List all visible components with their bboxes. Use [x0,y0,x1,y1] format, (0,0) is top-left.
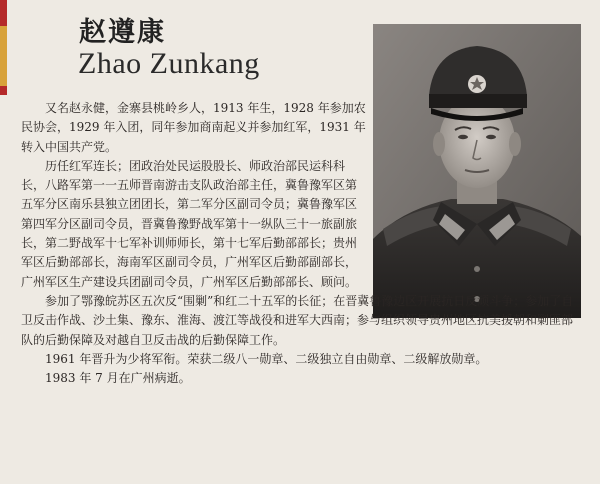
bio-paragraph-campaigns: 参加了鄂豫皖苏区五次反“围剿”和红二十五军的长征；在晋冀鲁豫边区开展抗日反顽斗争；参加了自卫反击作战、沙土集、豫东、淮海、渡江等战役和进军大西南；参与组织领导贵州地区抗美援朝和剿匪部队的后勤保障及对越自卫反击战的后勤保障工作。 [21,293,574,347]
decorative-accent-bar [0,0,7,95]
name-english: Zhao Zunkang [78,47,260,80]
bio-paragraph-positions: 历任红军连长；团政治处民运股股长、师政治部民运科科长，八路军第一一五师晋南游击支队政治部主任，冀鲁豫军区第五军分区南乐县独立团团长，第二军分区副司令员；冀鲁豫军区第四军分区副司令员，晋冀鲁豫野战军第十一纵队三十一旅副旅长，第二野战军十七军补训师师长，第十七军后勤部部长；贵州军区后勤部部长，海南军区副司令员，广州军区后勤部副部长，广州军区生产建设兵团副司令员，广州军区后勤部部长、顾问。 [21,158,358,289]
name-chinese: 赵遵康 [79,17,166,48]
bio-paragraph-death: 1983 年 7 月在广州病逝。 [45,371,191,386]
bio-paragraph-origin: 又名赵永健，金寨县桃岭乡人，1913 年生，1928 年参加农民协会，1929 年入团，同年参加商南起义并参加红军，1931 年转入中国共产党。 [21,101,366,154]
bio-paragraph-honors: 1961 年晋升为少将军衔。荣获二级八一勋章、二级独立自由勋章、二级解放勋章。 [45,351,488,366]
biography-text [21,99,583,388]
